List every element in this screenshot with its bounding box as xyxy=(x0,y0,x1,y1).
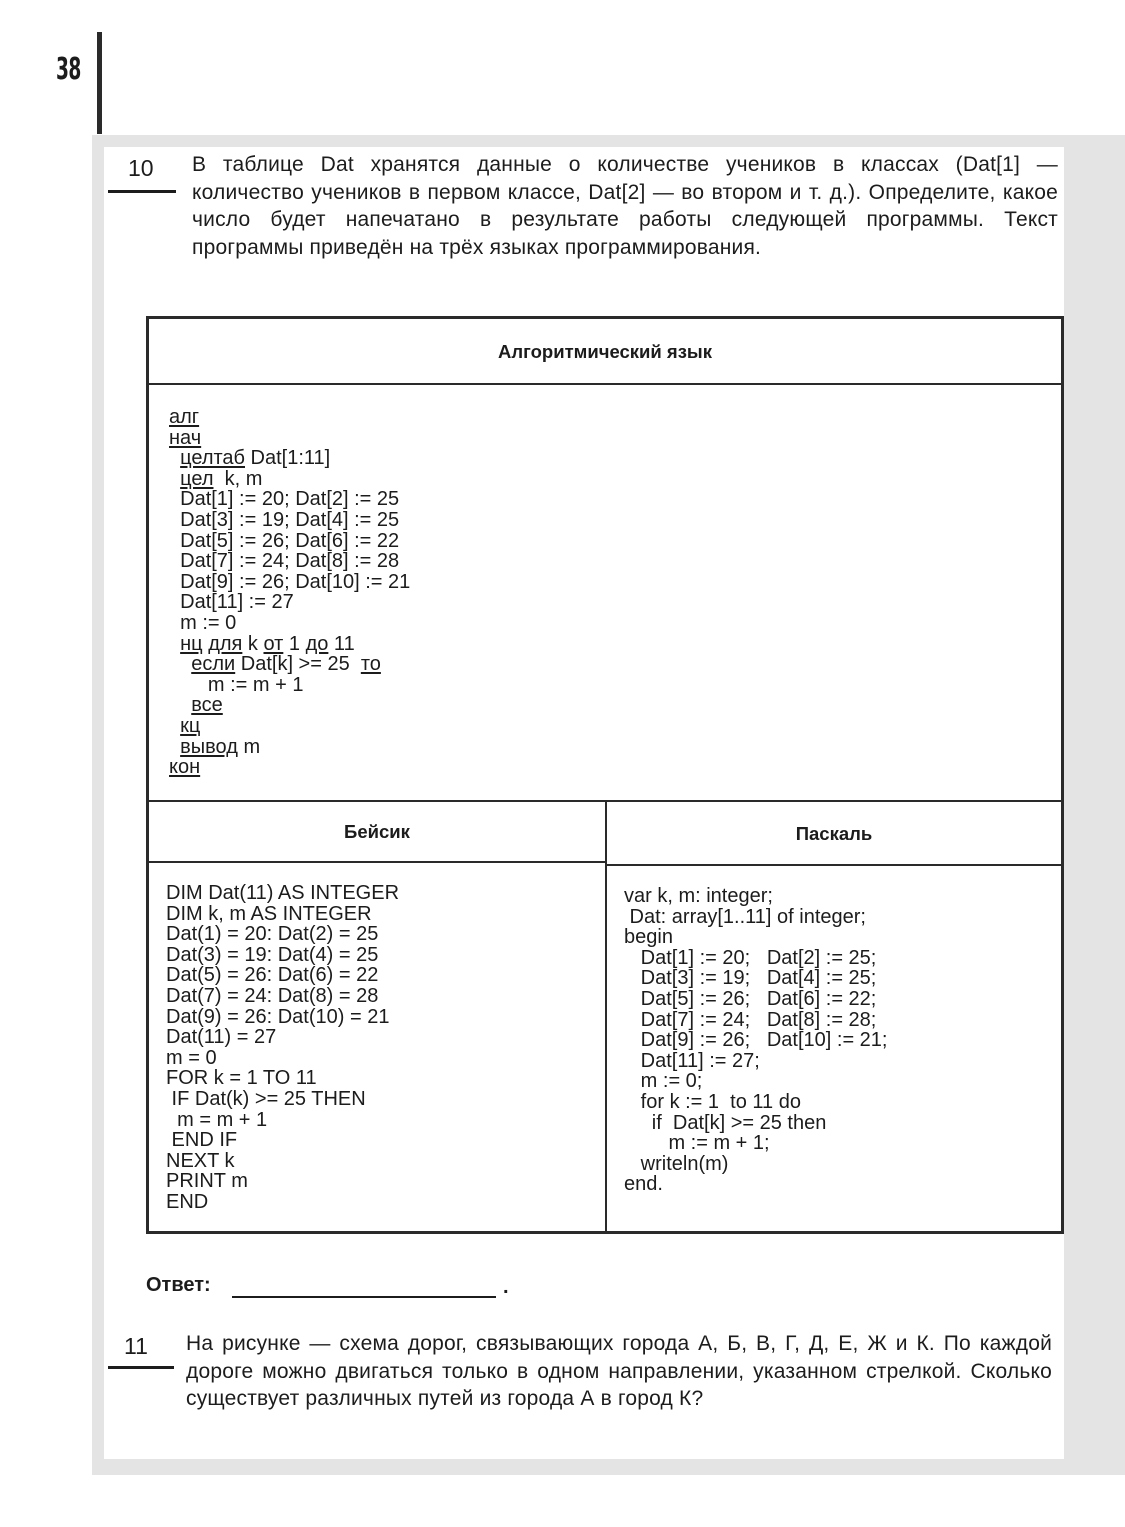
kw-kts: кц xyxy=(180,714,201,737)
kw-vse: все xyxy=(191,694,223,717)
alg-line: m := 0 xyxy=(180,611,237,634)
alg-line: Dat[3] := 19; Dat[4] := 25 xyxy=(180,508,400,531)
task-11-text: На рисунке — схема дорог, связывающих города А, Б, В, Г, Д, Е, Ж и К. По каждой дороге можно двигаться только в одном направлении, указанном стрелкой. Сколько существует различных путей из города А в город К? xyxy=(186,1332,1052,1410)
kw-nts: нц xyxy=(180,632,203,655)
alg-loop-var: k xyxy=(242,632,264,655)
task-10-number: 10 xyxy=(128,155,154,181)
task-10-text: В таблице Dat хранятся данные о количестве учеников в классах (Dat[1] — количество учеников в первом классе, Dat[2] — во втором и т. д.). Определите, какое число будет напечатано в результате работы следующей программы. Текст программы приведён на трёх языках программирования. xyxy=(192,153,1058,259)
alg-condition: Dat[k] >= 25 xyxy=(235,653,361,676)
task-11-rule xyxy=(108,1366,174,1369)
kw-esli: если xyxy=(191,653,236,676)
alg-line: Dat[1] := 20; Dat[2] := 25 xyxy=(180,488,400,511)
kw-to: то xyxy=(360,653,381,676)
answer-dot: . xyxy=(503,1276,509,1298)
alg-header-divider xyxy=(149,383,1061,385)
answer-label: Ответ: xyxy=(146,1274,211,1296)
task-11-number: 11 xyxy=(124,1333,148,1359)
alg-output-var: m xyxy=(237,735,261,758)
kw-nach: нач xyxy=(169,426,202,449)
page-number-divider xyxy=(97,32,102,134)
alg-loop-from: 1 xyxy=(283,632,306,655)
alg-code xyxy=(169,407,410,778)
alg-tseltab-decl: Dat[1:11] xyxy=(245,447,331,470)
alg-line: Dat[9] := 26; Dat[10] := 21 xyxy=(180,570,411,593)
basic-code: DIM Dat(11) AS INTEGER DIM k, m AS INTEGER Dat(1) = 20: Dat(2) = 25 Dat(3) = 19: Dat(4) = 25 Dat(5) = 26: Dat(6) = 22 Dat(7) = 24: Dat(8) = 28 Dat(9) = 26: Dat(10) = 21 Dat(11) = 27 m = 0 FOR k = 1 TO 11 IF Dat(k) >= 25 THEN m = m + 1 END IF NEXT k PRINT m END xyxy=(166,882,400,1213)
page-number: 38 xyxy=(56,52,81,87)
alg-loop-to: 11 xyxy=(328,632,355,655)
kw-dlya: для xyxy=(208,632,243,655)
kw-vyvod: вывод xyxy=(180,735,238,758)
kw-tseltab: целтаб xyxy=(180,447,245,470)
kw-kon: кон xyxy=(169,756,201,779)
pascal-header: Паскаль xyxy=(795,823,873,844)
alg-tsel-decl: k, m xyxy=(213,467,263,490)
answer-blank xyxy=(232,1296,496,1298)
alg-header: Алгоритмический язык xyxy=(498,341,712,362)
kw-ot: от xyxy=(263,632,284,655)
kw-do: до xyxy=(305,632,329,655)
code-table xyxy=(146,316,1064,1234)
pascal-header-divider xyxy=(607,864,1061,866)
task-10-rule xyxy=(108,190,176,193)
alg-line: Dat[7] := 24; Dat[8] := 28 xyxy=(180,550,400,573)
basic-header: Бейсик xyxy=(344,821,410,842)
alg-body: m := m + 1 xyxy=(207,673,304,696)
pascal-code: var k, m: integer; Dat: array[1..11] of integer; begin Dat[1] := 20; Dat[2] := 25; Dat[3] := 19; Dat[4] := 25; Dat[5] := 26; Dat[6] := 22; Dat[7] := 24; Dat[8] := 28; Dat[9] := 26; Dat[10] := 21; Dat[11] := 27; m := 0; for k := 1 to 11 do if Dat[k] >= 25 then m := m + 1; writeln(m) end. xyxy=(624,885,888,1196)
kw-alg: алг xyxy=(169,406,200,428)
alg-line: Dat[5] := 26; Dat[6] := 22 xyxy=(180,529,400,552)
kw-tsel: цел xyxy=(180,467,214,490)
alg-line: Dat[11] := 27 xyxy=(180,591,294,614)
basic-header-divider xyxy=(149,861,605,863)
